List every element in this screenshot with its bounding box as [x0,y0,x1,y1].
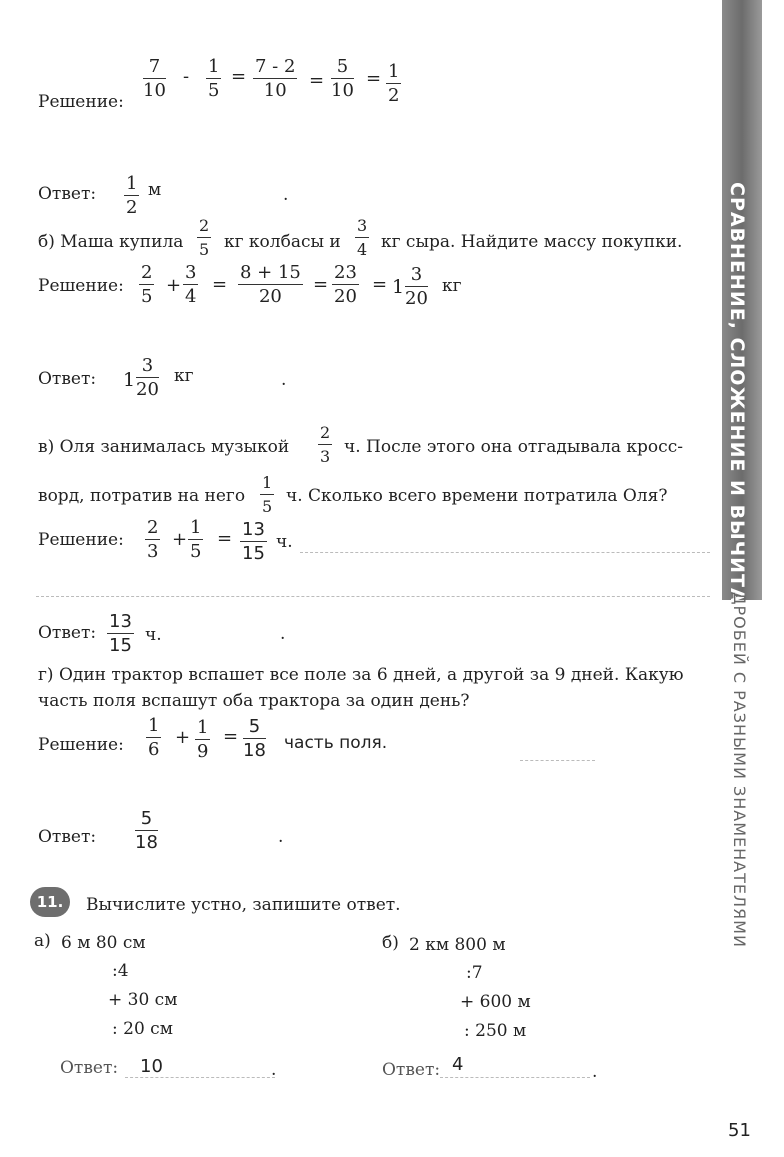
b-frac-3: $\frac{8 + 15}{20}$ [240,262,301,307]
b-frac-1: $\frac{2}{5}$ [141,262,153,307]
task11b-label: б) [382,933,399,953]
d-line2: часть поля вспашут оба трактора за один день? [38,691,470,711]
b-problem-mid: кг колбасы и [224,232,341,252]
a-eq-2: = [309,70,325,91]
d-rule [520,760,595,761]
c-line1-pre: в) Оля занималась музыкой [38,437,290,457]
b-answer-frac: $\frac{3}{20}$ [136,355,159,400]
a-answer-unit: м [148,180,162,200]
task11a-step3: : 20 см [112,1019,173,1039]
c-answer-label: Ответ: [38,623,97,643]
c-unit: ч. [276,532,293,552]
chapter-subtitle: ДРОБЕЙ С РАЗНЫМИ ЗНАМЕНАТЕЛЯМИ [730,592,749,948]
b-answer-label: Ответ: [38,369,97,389]
d-frac-2: $\frac{1}{9}$ [197,717,209,762]
c-line1-frac: $\frac{2}{3}$ [320,423,331,466]
a-eq-1: = [231,66,247,87]
b-frac-4: $\frac{23}{20}$ [334,262,357,307]
task11b-step2: + 600 м [460,992,531,1012]
b-problem-frac-2: $\frac{3}{4}$ [357,216,368,259]
task11-title: Вычислите устно, запишите ответ. [86,895,401,915]
c-rule-2 [36,596,710,597]
d-line1: г) Один трактор вспашет все поле за 6 дней, а другой за 9 дней. Какую [38,665,684,685]
b-whole: 1 [392,276,405,298]
b-answer-dot: . [281,370,287,390]
c-answer-frac: $\frac{13}{15}$ [109,611,132,656]
task11a-dot: . [271,1060,277,1080]
task11b-answer-value: 4 [452,1054,464,1075]
c-answer-dot: . [280,624,286,644]
task11a-answer-label: Ответ: [60,1058,119,1078]
page-number: 51 [728,1120,751,1141]
chapter-title: СРАВНЕНИЕ, СЛОЖЕНИЕ И ВЫЧИТАНИЕ [726,182,748,652]
b-frac-5: $\frac{3}{20}$ [405,264,428,309]
c-frac-1: $\frac{2}{3}$ [147,517,159,562]
b-eq-3: = [372,274,388,295]
a-answer-label: Ответ: [38,184,97,204]
d-unit: часть поля. [284,733,388,753]
c-line2-pre: ворд, потратив на него [38,486,246,506]
task11b-step3: : 250 м [464,1021,527,1041]
task11a-rule [125,1077,275,1078]
d-plus: + [175,727,191,748]
b-problem-frac-1: $\frac{2}{5}$ [199,216,210,259]
a-frac-1: $\frac{7}{10}$ [143,56,166,101]
task-number-badge: 11. [30,887,70,917]
a-eq-3: = [366,68,382,89]
b-eq-1: = [212,274,228,295]
a-frac-2: $\frac{1}{5}$ [208,56,220,101]
d-frac-3: $\frac{5}{18}$ [243,716,266,761]
b-solution-label: Решение: [38,276,124,296]
task11b-dot: . [592,1062,598,1082]
a-answer-frac: $\frac{1}{2}$ [126,173,138,218]
task11a-step2: + 30 см [108,990,178,1010]
task11b-step1: :7 [466,963,483,983]
b-answer-whole: 1 [123,369,136,391]
c-answer-unit: ч. [145,625,162,645]
d-solution-label: Решение: [38,735,124,755]
c-line2-frac: $\frac{1}{5}$ [262,473,273,516]
a-frac-4: $\frac{5}{10}$ [331,56,354,101]
a-frac-3: $\frac{7 - 2}{10}$ [255,56,296,101]
a-frac-5: $\frac{1}{2}$ [388,61,400,106]
c-plus: + [172,529,188,550]
a-solution-label: Решение: [38,92,124,112]
c-frac-3: $\frac{13}{15}$ [242,519,265,564]
b-problem-pre: б) Маша купила [38,232,184,252]
task11b-answer-label: Ответ: [382,1060,441,1080]
a-minus: - [183,66,190,87]
c-line1-post: ч. После этого она отгадывала кросс- [344,437,683,457]
task11b-rule [440,1077,590,1078]
b-answer-unit: кг [174,366,194,386]
c-eq: = [217,528,233,549]
task11a-start: 6 м 80 см [61,933,146,953]
d-answer-label: Ответ: [38,827,97,847]
task11a-label: а) [34,931,51,951]
d-eq: = [223,726,239,747]
b-problem-post: кг сыра. Найдите массу покупки. [381,232,683,252]
d-answer-dot: . [278,827,284,847]
task11b-start: 2 км 800 м [409,935,506,955]
a-answer-dot: . [283,185,289,205]
c-line2-post: ч. Сколько всего времени потратила Оля? [286,486,668,506]
d-answer-frac: $\frac{5}{18}$ [135,808,158,853]
c-solution-label: Решение: [38,530,124,550]
c-frac-2: $\frac{1}{5}$ [190,517,202,562]
b-frac-2: $\frac{3}{4}$ [185,262,197,307]
task11a-step1: :4 [112,961,129,981]
d-frac-1: $\frac{1}{6}$ [148,715,160,760]
b-eq-2: = [313,274,329,295]
b-unit: кг [442,276,462,296]
c-rule-1 [300,552,710,553]
task11a-answer-value: 10 [140,1056,163,1077]
b-plus: + [166,275,182,296]
